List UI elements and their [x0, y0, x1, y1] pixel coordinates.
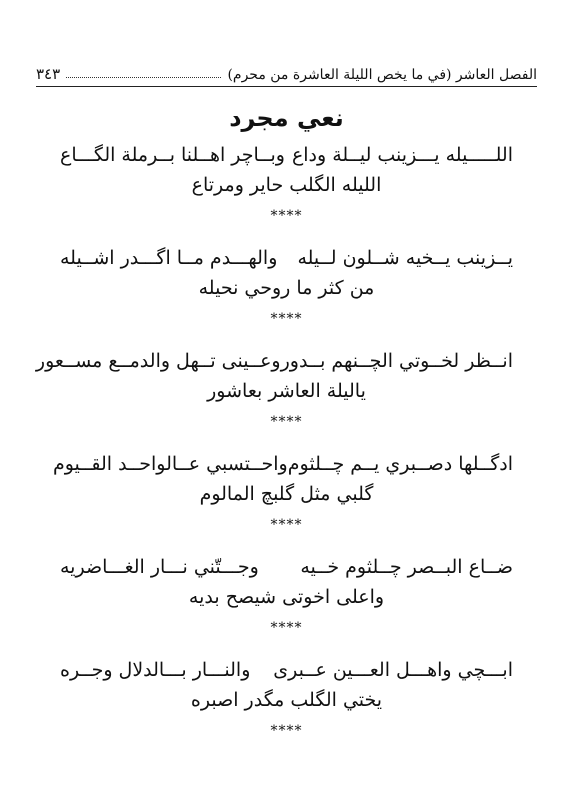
refrain-line: ياليلة العاشر بعاشور [207, 380, 366, 402]
verse-line [60, 241, 513, 275]
stanza [60, 241, 513, 344]
stanza [60, 550, 513, 653]
running-title: الفصل العاشر (في ما يخص الليلة العاشرة من محرم) [227, 67, 537, 83]
running-header [36, 60, 537, 87]
hemistich-second: وبــاچر اهــلنا بــرملة الگـــاع [60, 144, 285, 166]
hemistich-second: والهـــدم مــا اگـــدر اشــيله [60, 247, 278, 269]
hemistich-second: وجـــتّني نـــار الغـــاضريه [60, 556, 259, 578]
hemistich-first: اللـــــيله يـــزينب ليــلة وداع [291, 144, 513, 166]
stanza [52, 447, 513, 550]
refrain-line: يختي الگلب مگدر اصبره [190, 689, 383, 711]
hemistich-first: انــظر لخــوتي الچــنهم بــدور [280, 350, 513, 372]
page-number: ٣٤٣ [36, 65, 61, 83]
stanza-separator: **** [270, 620, 303, 636]
stanza [35, 344, 513, 447]
refrain-line: من كثر ما روحي نحيله [198, 277, 375, 299]
verse-line [60, 138, 513, 172]
refrain-line: واعلى اخوتى شيصح بديه [188, 586, 385, 608]
stanza [60, 653, 513, 756]
verse-line [35, 344, 513, 378]
stanza-separator: **** [270, 723, 303, 739]
verse-line [60, 550, 513, 584]
hemistich-first: ابـــچي واهـــل العـــين عــبرى [273, 659, 513, 681]
dotted-leader [66, 77, 221, 78]
hemistich-second: واحــتسبي عــالواحــد القــيوم [52, 453, 288, 475]
verse-line [52, 447, 513, 481]
poem-title: نعي مجرد [229, 104, 344, 132]
stanza-separator: **** [270, 414, 303, 430]
hemistich-first: يــزينب يــخيه شــلون لــيله [297, 247, 513, 269]
hemistich-first: ضــاع البــصر چــلثوم خــيه [300, 556, 513, 578]
hemistich-second: والنـــار بـــالدلال وجــره [60, 659, 251, 681]
poem-body [35, 138, 513, 756]
stanza [60, 138, 513, 241]
refrain-line: الليله الگلب حاير ومرتاع [191, 174, 382, 196]
stanza-separator: **** [270, 517, 303, 533]
refrain-line: گلبي مثل گلبچ المالوم [199, 483, 374, 505]
verse-line [60, 653, 513, 687]
stanza-separator: **** [270, 208, 303, 224]
hemistich-first: ادگــلها دصــبري يــم چــلثوم [287, 453, 513, 475]
hemistich-second: وعــينى تــهل والدمــع مســعور [35, 350, 281, 372]
stanza-separator: **** [270, 311, 303, 327]
